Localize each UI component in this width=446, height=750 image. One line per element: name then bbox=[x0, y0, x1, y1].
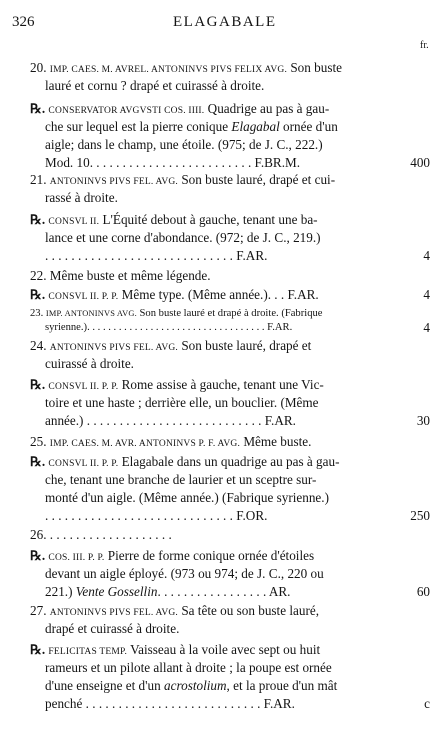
text-run: 27. bbox=[30, 603, 50, 618]
text-line bbox=[45, 119, 338, 134]
running-title: ELAGABALE bbox=[173, 14, 277, 30]
price-value: c bbox=[424, 696, 430, 711]
text-line bbox=[30, 268, 211, 283]
reverse-symbol: ℞. bbox=[30, 642, 46, 657]
text-line bbox=[45, 490, 329, 505]
text-line bbox=[30, 548, 314, 566]
text-run: 23. bbox=[30, 308, 46, 319]
text-run: Quadrige au pas à gau- bbox=[204, 101, 330, 116]
text-run: année.) . . . . . . . . . . . . . . . . . . . . . . . . . . . F.AR. bbox=[45, 413, 296, 428]
text-run: toire et une haste ; derrière elle, un bouclier. (Même bbox=[45, 395, 319, 410]
reverse-symbol: ℞. bbox=[30, 454, 46, 469]
text-line bbox=[30, 60, 342, 78]
text-line bbox=[30, 642, 320, 660]
text-run: . . . . . . . . . . . . . . . . . . . . . . . . . . . . . F.OR. bbox=[45, 508, 268, 523]
coin-legend: COS. III. P. P. bbox=[48, 553, 105, 563]
text-run: rameurs et un pilote allant à droite ; la poupe est ornée bbox=[45, 660, 332, 675]
text-line bbox=[45, 621, 179, 636]
coin-legend: CONSVL II. P. P. bbox=[48, 382, 119, 392]
coin-legend: ANTONINVS PIVS FEL. AVG. bbox=[49, 608, 179, 618]
text-line bbox=[30, 377, 324, 395]
text-run: 221.) bbox=[45, 584, 76, 599]
text-line bbox=[30, 287, 319, 305]
italic-text: acrostolium bbox=[164, 678, 227, 693]
text-run: d'une enseigne et d'un bbox=[45, 678, 165, 693]
text-line bbox=[30, 172, 335, 190]
coin-legend: IMP. CAES. M. AVREL. ANTONINVS PIVS FELIX AVG. bbox=[49, 65, 288, 75]
text-line bbox=[30, 603, 319, 621]
text-run: Sa tête ou son buste lauré, bbox=[178, 603, 320, 618]
text-line bbox=[45, 78, 264, 93]
text-run: devant un aigle éployé. (973 ou 974; de J. C., 220 ou bbox=[45, 566, 324, 581]
text-run: drapé et cuirassé à droite. bbox=[45, 621, 180, 636]
text-run: che sur lequel est la pierre conique bbox=[45, 119, 232, 134]
price-column-label: fr. bbox=[420, 40, 429, 51]
text-line bbox=[45, 395, 319, 410]
text-line bbox=[45, 584, 290, 599]
text-run: Mod. 10. . . . . . . . . . . . . . . . . . . . . . . . . F.BR.M. bbox=[45, 155, 301, 170]
price-value: 400 bbox=[410, 155, 430, 170]
text-run: Vaisseau à la voile avec sept ou huit bbox=[127, 642, 321, 657]
price-value: 250 bbox=[410, 508, 430, 523]
coin-legend: CONSVL II. P. P. bbox=[48, 292, 119, 302]
text-run: Son buste lauré, drapé et bbox=[178, 338, 312, 353]
text-run: syrienne.). . . . . . . . . . . . . . . . . . . . . . . . . . . . . . . . . . F.AR. bbox=[45, 322, 293, 333]
text-run: . . . . . . . . . . . . . . . . . . . . . . . . . . . . . F.AR. bbox=[45, 248, 268, 263]
reverse-symbol: ℞. bbox=[30, 287, 46, 302]
text-line bbox=[30, 527, 172, 542]
text-line bbox=[45, 230, 321, 245]
text-run: che, tenant une branche de laurier et un sceptre sur- bbox=[45, 472, 317, 487]
reverse-symbol: ℞. bbox=[30, 377, 46, 392]
text-run: . . . . . . . . . . . . . . . . . AR. bbox=[157, 584, 291, 599]
text-run: Elagabale dans un quadrige au pas à gau- bbox=[118, 454, 340, 469]
text-run: aigle; dans le champ, une étoile. (975; de J. C., 222.) bbox=[45, 137, 323, 152]
text-run: Même buste. bbox=[240, 434, 312, 449]
text-run: L'Équité debout à gauche, tenant une ba- bbox=[99, 212, 318, 227]
coin-legend: ANTONINVS PIVS FEL. AVG. bbox=[49, 343, 179, 353]
text-line bbox=[30, 101, 329, 119]
text-line bbox=[45, 566, 324, 581]
coin-legend: CONSVL II. P. P. bbox=[48, 459, 119, 469]
price-value: 4 bbox=[423, 287, 430, 302]
reverse-symbol: ℞. bbox=[30, 101, 46, 116]
text-run: 22. Même buste et même légende. bbox=[30, 268, 211, 283]
text-run: Son buste bbox=[287, 60, 342, 75]
text-run: , et la proue d'un mât bbox=[226, 678, 338, 693]
price-value: 4 bbox=[423, 248, 430, 263]
text-line bbox=[30, 338, 311, 356]
coin-legend: FELICITAS TEMP. bbox=[48, 647, 128, 657]
text-line bbox=[45, 660, 332, 675]
coin-legend: IMP. ANTONINVS AVG. bbox=[45, 309, 137, 318]
text-run: ornée d'un bbox=[279, 119, 338, 134]
coin-legend: CONSVL II. bbox=[48, 217, 100, 227]
text-run: 25. bbox=[30, 434, 50, 449]
text-run: rassé à droite. bbox=[45, 190, 118, 205]
text-line bbox=[45, 190, 118, 205]
text-line bbox=[30, 212, 318, 230]
text-run: 21. bbox=[30, 172, 50, 187]
text-line bbox=[45, 413, 296, 428]
text-run: Même type. (Même année.). . . F.AR. bbox=[118, 287, 319, 302]
text-run: Pierre de forme conique ornée d'étoiles bbox=[104, 548, 315, 563]
italic-text: Elagabal bbox=[231, 119, 280, 134]
text-run: 26. . . . . . . . . . . . . . . . . . . . bbox=[30, 527, 172, 542]
coin-legend: IMP. CAES. M. AVR. ANTONINVS P. F. AVG. bbox=[49, 439, 241, 449]
page-number: 326 bbox=[12, 14, 35, 30]
text-line bbox=[30, 454, 339, 472]
text-run: Son buste lauré, drapé et cui- bbox=[178, 172, 336, 187]
text-run: Rome assise à gauche, tenant une Vic- bbox=[118, 377, 324, 392]
text-line bbox=[45, 696, 295, 711]
text-run: cuirassé à droite. bbox=[45, 356, 134, 371]
text-line bbox=[45, 155, 300, 170]
reverse-symbol: ℞. bbox=[30, 212, 46, 227]
reverse-symbol: ℞. bbox=[30, 548, 46, 563]
text-run: 20. bbox=[30, 60, 50, 75]
text-run: lauré et cornu ? drapé et cuirassé à droite. bbox=[45, 78, 265, 93]
text-line bbox=[45, 508, 267, 523]
text-line bbox=[45, 678, 337, 693]
text-line bbox=[45, 356, 134, 371]
text-line bbox=[30, 306, 323, 321]
text-run: lance et une corne d'abondance. (972; de J. C., 219.) bbox=[45, 230, 321, 245]
text-line bbox=[45, 248, 267, 263]
text-run: 24. bbox=[30, 338, 50, 353]
text-run: Son buste lauré et drapé à droite. (Fabrique bbox=[136, 308, 323, 319]
price-value: 4 bbox=[423, 320, 430, 335]
text-run: penché . . . . . . . . . . . . . . . . . . . . . . . . . . . F.AR. bbox=[45, 696, 295, 711]
price-value: 60 bbox=[416, 584, 430, 599]
coin-legend: ANTONINVS PIVS FEL. AVG. bbox=[49, 177, 179, 187]
price-value: 30 bbox=[416, 413, 430, 428]
text-line bbox=[45, 472, 316, 487]
text-line bbox=[45, 137, 323, 152]
coin-legend: CONSERVATOR AVGVSTI COS. IIII. bbox=[48, 106, 205, 116]
italic-text: Vente Gossellin bbox=[75, 584, 158, 599]
text-line bbox=[30, 434, 311, 452]
text-run: monté d'un aigle. (Même année.) (Fabrique syrienne.) bbox=[45, 490, 329, 505]
text-line bbox=[45, 320, 292, 335]
